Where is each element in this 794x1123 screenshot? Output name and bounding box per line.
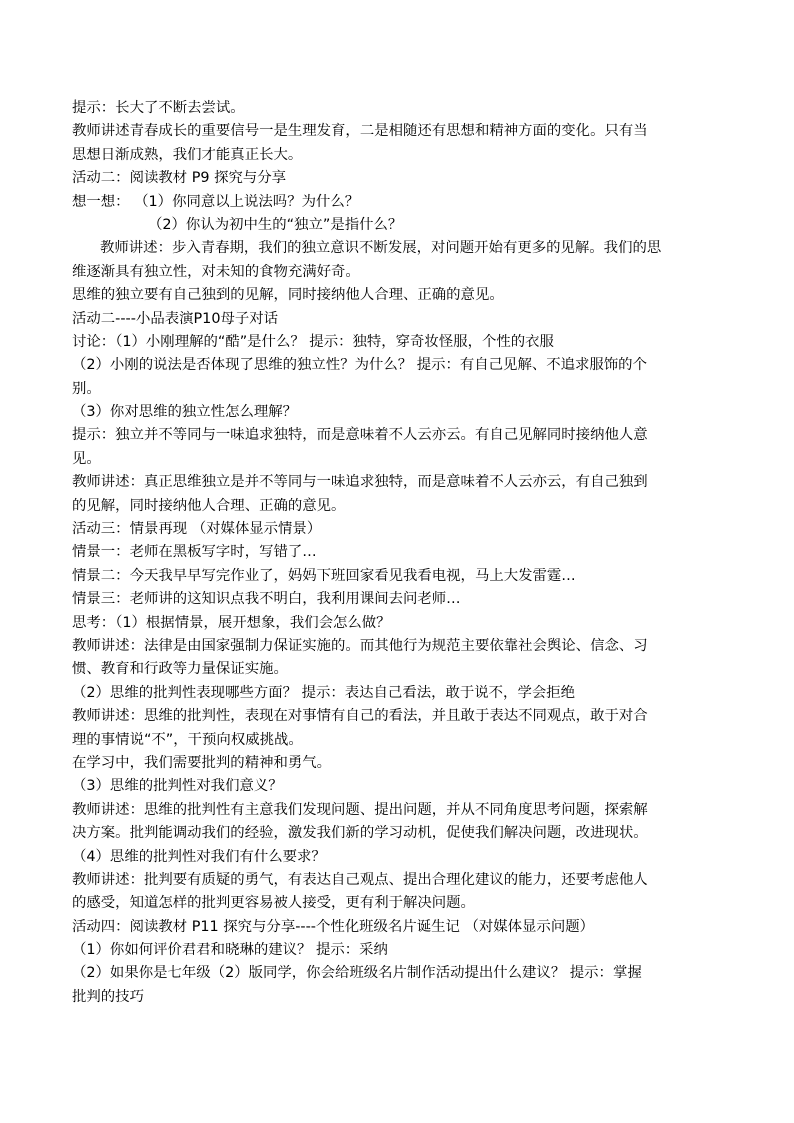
text-line: 教师讲述：批判要有质疑的勇气，有表达自己观点、提出合理化建议的能力，还要考虑他人 [72,871,648,888]
section-heading: 活动二：阅读教材 P9 探究与分享 [72,170,287,187]
text-line: 情景一：老师在黑板写字时，写错了… [72,544,317,561]
text-line: 维逐渐具有独立性，对未知的食物充满好奇。 [72,263,360,280]
text-line: 的见解，同时接纳他人合理、正确的意见。 [72,497,346,514]
question-line: 思考：（1）根据情景，展开想象，我们会怎么做？ [72,614,391,631]
question-line: （1）你如何评价君君和晓琳的建议？ 提示：采纳 [72,942,388,959]
text-line: 理的事情说“不”，干预向权威挑战。 [72,731,303,748]
text-line: 教师讲述青春成长的重要信号一是生理发育，二是相随还有思想和精神方面的变化。只有当 [72,123,648,140]
document-body [72,97,722,1009]
text-line: 教师讲述：思维的批判性有主意我们发现问题、提出问题，并从不同角度思考问题，探索解 [72,801,648,818]
question-line: （2）小刚的说法是否体现了思维的独立性？为什么？ 提示：有自己见解、不追求服饰的个 [72,357,647,374]
section-heading: 活动四：阅读教材 P11 探究与分享----个性化班级名片诞生记 （对媒体显示问题） [72,918,594,935]
question-line: （2）如果你是七年级（2）版同学，你会给班级名片制作活动提出什么建议？ 提示：掌握 [72,965,642,982]
question-line: （2）你认为初中生的“独立”是指什么？ [148,216,403,233]
text-line: 见。 [72,450,101,467]
text-line: 教师讲述：步入青春期，我们的独立意识不断发展，对问题开始有更多的见解。我们的思 [100,240,662,257]
text-line: 思想日渐成熟，我们才能真正长大。 [72,146,303,163]
question-line: （4）思维的批判性对我们有什么要求？ [72,848,326,865]
text-line: 提示：独立并不等同与一味追求独特，而是意味着不人云亦云。有自己见解同时接纳他人意 [72,427,648,444]
text-line: 思维的独立要有自己独到的见解，同时接纳他人合理、正确的意见。 [72,287,504,304]
text-line: 情景三：老师讲的这知识点我不明白，我利用课间去问老师… [72,591,461,608]
text-line: 情景二：今天我早早写完作业了，妈妈下班回家看见我看电视，马上大发雷霆… [72,567,576,584]
text-line: 决方案。批判能调动我们的经验，激发我们新的学习动机，促使我们解决问题，改进现状。 [72,825,648,842]
text-line: 别。 [72,380,101,397]
text-line: 在学习中，我们需要批判的精神和勇气。 [72,754,332,771]
question-line: 想一想： （1）你同意以上说法吗？为什么？ [72,193,360,210]
text-line: 惯、教育和行政等力量保证实施。 [72,661,288,678]
question-line: （2）思维的批判性表现哪些方面？ 提示：表达自己看法，敢于说不，学会拒绝 [72,684,576,701]
text-line: 教师讲述：真正思维独立是并不等同与一味追求独特，而是意味着不人云亦云，有自己独到 [72,474,648,491]
section-heading: 活动三：情景再现 （对媒体显示情景） [72,521,322,538]
question-line: （3）思维的批判性对我们意义？ [72,778,283,795]
text-line: 的感受，知道怎样的批判更容易被人接受，更有利于解决问题。 [72,895,475,912]
question-line: 讨论：（1）小刚理解的“酷”是什么？ 提示：独特，穿奇妆怪服，个性的衣服 [72,333,554,350]
text-line: 教师讲述：法律是由国家强制力保证实施的。而其他行为规范主要依靠社会舆论、信念、习 [72,637,648,654]
question-line: （3）你对思维的独立性怎么理解？ [72,404,298,421]
section-heading: 活动二----小品表演P10母子对话 [72,310,279,327]
text-line: 提示：长大了不断去尝试。 [72,100,245,116]
text-line: 批判的技巧 [72,988,144,1005]
text-line: 教师讲述：思维的批判性，表现在对事情有自己的看法，并且敢于表达不同观点，敢于对合 [72,708,648,725]
